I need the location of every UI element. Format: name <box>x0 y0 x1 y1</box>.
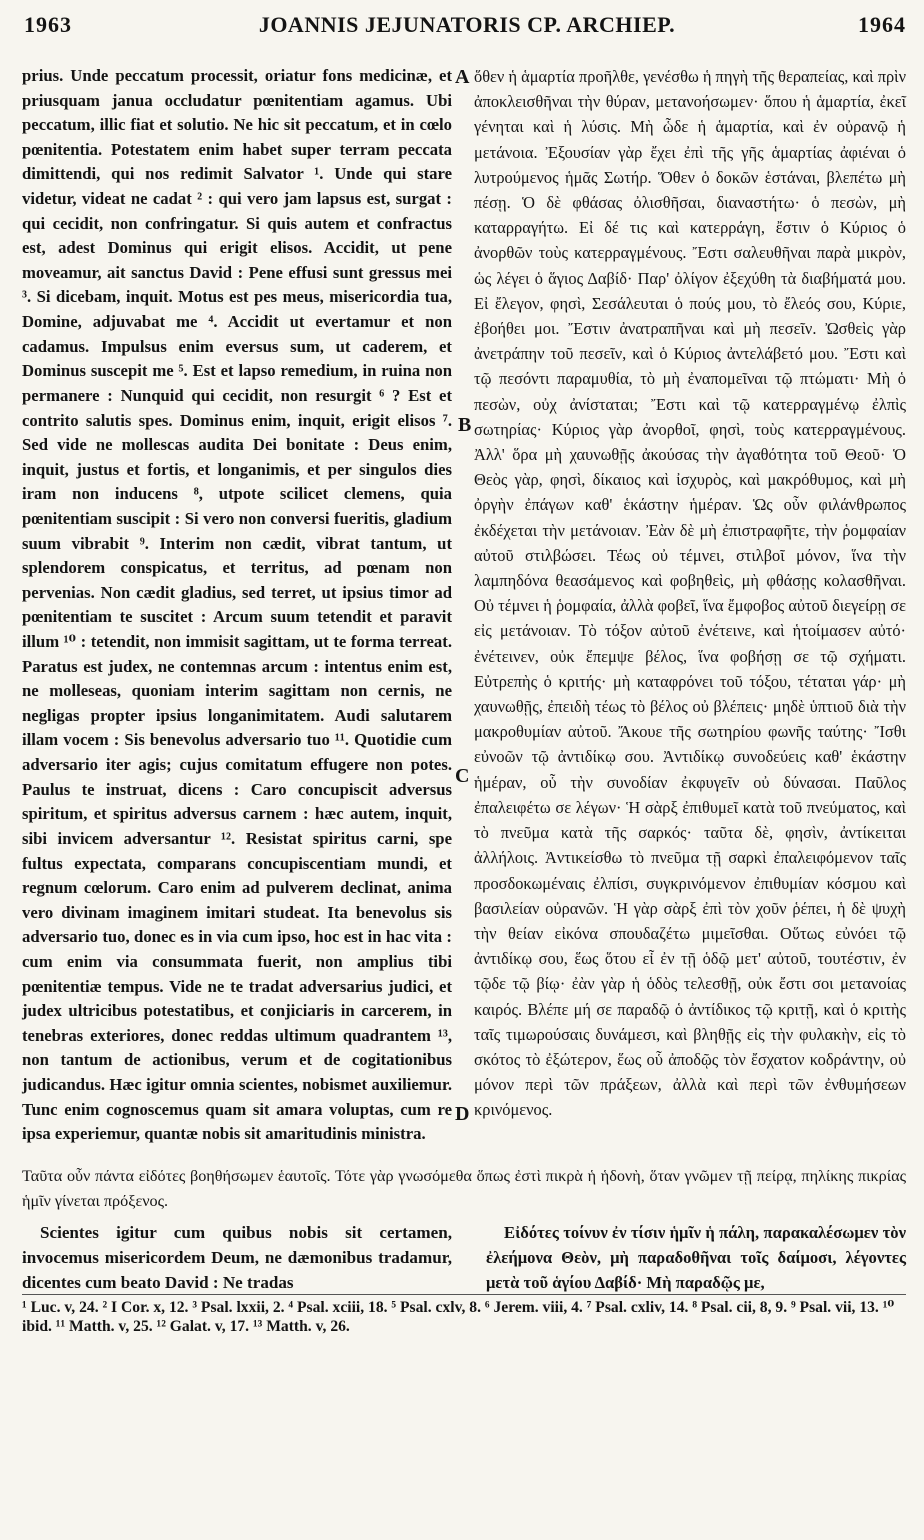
section-marker-a: A <box>455 66 470 88</box>
greek-text: ὅθεν ἡ ἁμαρτία προῆλθε, γενέσθω ἡ πηγὴ τῆς θεραπείας, καὶ πρὶν ἀποκλεισθῆναι τὴν θύραν, μετανοήσωμεν· ὅπου ἡ ἁμαρτία, ἐκεῖ γένηται καὶ ἡ λύσις. Μὴ ὧδε ἡ ἁμαρτία, καὶ ἐν οὐρανῷ ἡ μετάνοια. Ἐξουσίαν γὰρ ἔχει ἐπὶ τῆς γῆς ἁμαρτίας ἀφιέναι ὁ λυτρούμενος ἡμᾶς Σωτήρ. Ὅθεν ὁ δοκῶν ἑστάναι, βλεπέτω μὴ πέσῃ. Ὁ δὲ φθάσας ὀλισθῆσαι, διαναστήτω· ὁ πεσὼν, μὴ καταρραγήτω. Εἰ δέ τις καὶ κατερράγη, ἔστιν ὁ Κύριος ὁ ἀνορθῶν τοὺς κατερραγμένους. Ἔστι σαλευθῆναι παρὰ μικρὸν, ὡς λέγει ὁ ἅγιος Δαβίδ· Παρ' ὀλίγον ἐξεχύθη τὰ διαβήματά μου. Εἰ ἔλεγον, φησὶ, Σεσάλευται ὁ πούς μου, τὸ ἔλεός σου, Κύριε, ἐβοήθει μοι. Ἔστιν ἀνατραπῆναι καὶ μὴ πεσεῖν. Ὠσθεὶς γὰρ ἀνετράπην τοῦ πεσεῖν, καὶ ὁ Κύριος ἀντελάβετό μου. Ἔστι καὶ τῷ πεσόντι παραμυθία, τὸ μὴ ἐναπομεῖναι τῷ πτώματι· Μὴ ὁ πεσὼν, οὐχ ἀνίσταται; Ἔστι καὶ τῷ κατερραγμένῳ ἐλπὶς σωτηρίας· Κύριος γὰρ ἀνορθοῖ, φησὶ, τοὺς κατερραγμένους. Ἀλλ' ὅρα μὴ χαυνωθῇς ἀκούσας τὴν ἀγαθότητα τοῦ Θεοῦ· Ὁ Θεὸς γὰρ, φησὶ, δίκαιος καὶ ἰσχυρὸς, καὶ μακρόθυμος, καὶ μὴ ὀργὴν ἐπάγων καθ' ἑκάστην ἡμέραν. Ὡς οὖν φιλάνθρωπος ἐκδέχεται τὴν μετάνοιαν. Ἐὰν δὲ μὴ ἐπιστραφῆτε, τὴν ῥομφαίαν αὐτοῦ στιλβώσει. Τέως οὐ τέμνει, στιλβοῖ μόνον, ἵνα τὴν λαμπηδόνα θεασάμενος καὶ φοβηθεὶς, μὴ φθάσῃς κολασθῆναι. Οὐ τέμνει ἡ ῥομφαία, ἀλλὰ φοβεῖ, ἵνα ἔμφοβος αὐτοῦ διεγείρῃ σε εἰς μετάνοιαν. Τὸ τόξον αὐτοῦ ἐνέτεινε, καὶ ἡτοίμασεν αὐτό· ἐνέτεινεν, οὐκ ἔπεμψε βέλος, ἵνα φοβήσῃ σε τῷ σχήματι. Εὐτρεπὴς ὁ κριτής· μὴ καταφρόνει τοῦ τόξου, τέταται γάρ· μὴ χαυνωθῇς, ἐπειδὴ τέως τὸ βέλος οὐ βλέπεις· μηδὲ ὑπτιοῦ διὰ τὴν μακροθυμίαν αὐτοῦ. Ἄκουε τῆς σωτηρίου φωνῆς ταύτης· Ἴσθι εὐνοῶν τῷ ἀντιδίκῳ σου. Ἀντιδίκῳ συνοδεύεις καθ' ἑκάστην ἡμέραν, οὗ τὴν συνοδίαν ἐκφυγεῖν οὐ δύνασαι. Παῦλος ἐπαλειφέτω σε λέγων· Ἡ σὰρξ ἐπιθυμεῖ κατὰ τοῦ πνεύματος, καὶ τὸ πνεῦμα κατὰ τῆς σαρκός· ταῦτα δὲ, φησὶν, ἀντίκειται ἀλλήλοις. Ἀντικείσθω τὸ πνεῦμα τῇ σαρκὶ ἐπαλειφόμενον ταῖς προσδοκωμέναις ἐλπίσι, συγκρινόμενον ἐπιθυμίαν κόσμου καὶ βασιλείαν οὐρανῶν. Ἡ γὰρ σὰρξ ἐπὶ τὸν χοῦν ῥέπει, ἡ δὲ ψυχὴ τὴν θείαν εἰκόνα σπουδαζέτω μιμεῖσθαι. Οὕτως εὐνόει τῷ ἀντιδίκῳ σου, ἕως ὅτου εἶ ἐν τῇ ὁδῷ μετ' αὐτοῦ, τουτέστιν, ἐν τῷδε τῷ βίῳ· ἐὰν γὰρ ἡ ὁδὸς τελεσθῇ, οὐκ ἔστι σοι μετανοίας καιρός. Βλέπε μή σε παραδῷ ὁ ἀντίδικος τῷ κριτῇ, καὶ ὁ κριτὴς ταῖς τιμωρούσαις δυνάμεσι, καὶ βληθῇς εἰς τὴν φυλακὴν, εἰς τὸ σκότος τὸ ἐξώτερον, ἕως οὗ ἀποδῷς τὸν ἔσχατον κοδράντην, οὐ μόνον περὶ τῶν πράξεων, ἀλλὰ καὶ περὶ τῶν ἐνθυμήσεων κρινόμενος. <box>474 67 906 1120</box>
left-page-number: 1963 <box>24 12 72 37</box>
latin-column <box>22 64 452 1147</box>
page-header <box>24 10 910 44</box>
right-page-number: 1964 <box>858 12 906 37</box>
section-marker-b: B <box>458 414 472 436</box>
greek-column <box>474 64 906 1123</box>
greek-closing-paragraph: Εἰδότες τοίνυν ἐν τίσιν ἡμῖν ἡ πάλη, παρακαλέσωμεν τὸν ἐλεήμονα Θεὸν, μὴ παραδοθῆναι τοῖς δαίμοσι, λέγοντες μετὰ τοῦ ἁγίου Δαβίδ· Μὴ παραδῷς με, <box>486 1223 906 1293</box>
latin-text: prius. Unde peccatum processit, oriatur fons medicinæ, et priusquam janua occludatur pœnitentiam agamus. Ubi peccatum, illic fiat et solutio. Ne hic sit peccatum, et in cœlo pœnitentia. Potestatem enim habet super terram peccata dimittendi, qui nos redimit Salvator ¹. Unde qui stare videtur, videat ne cadat ² : qui vero jam lapsus est, surgat : qui cecidit, non confringatur. Si quis autem et confractus est, adest Dominus qui erigit elisos. Accidit, ut pene moveamur, ait sanctus David : Pene effusi sunt gressus mei ³. Si dicebam, inquit. Motus est pes meus, misericordia tua, Domine, adjuvabat me ⁴. Accidit ut evertamur et non cadamus. Impulsus enim eversus sum, ut caderem, et Dominus suscepit me ⁵. Est et lapso remedium, in ruina non permanere : Nunquid qui cecidit, non resurgit ⁶ ? Est et contrito salutis spes. Dominus enim, inquit, erigit elisos ⁷. Sed vide ne mollescas audita Dei bonitate : Deus enim, inquit, justus et fortis, et longanimis, et per singulos dies iram non inducens ⁸, utpote scilicet clemens, quia pœnitentiam suscipit : Si vero non conversi fueritis, gladium suum vibrabit ⁹. Interim non cædit, vibrat tantum, ut splendorem conspicatus, et territus, ad pœnam non pervenias. Non cædit gladius, sed terret, ut ipsius timor ad pœnitentiam te suscitet : Arcum suum tetendit et paravit illum ¹⁰ : tetendit, non immisit sagittam, ut te forma terreat. Paratus est judex, ne contemnas arcum : intentus enim est, ne molleseas, quoniam interim sagittam non cernis, ne negligas propter ipsius longanimitatem. Audi salutarem illam vocem : Sis benevolus adversario tuo ¹¹. Quotidie cum adversario iter agis; cujus comitatum effugere non potes. Paulus te instruat, dicens : Caro concupiscit adversus spiritum, et spiritus adversus carnem : hæc autem, inquit, sibi invicem adversantur ¹². Resistat spiritus carni, spe fultus expectata, comparans concupiscentiam mundi, et regnum cœlorum. Caro enim ad pulverem declinat, anima vero divinam imaginem imitari studeat. Ita benevolus sis adversario tuo, donec es in via cum ipso, hoc est in hac vita : cum enim via consummata fuerit, non amplius tibi pœnitentiæ tempus. Vide ne te tradat adversarius judici, et judex ultricibus potestatibus, et conjiciaris in carcerem, in tenebras exteriores, donec reddas ultimum quadrantem ¹³, non tantum de actionibus, verum et de cogitationibus judicandus. Hæc igitur omnia scientes, nobismet auxiliemur. Tunc enim cognoscemus quam sit amara voluptas, cum re ipsa experiemur, quantæ nobis sit amaritudinis ministra. <box>22 66 452 1144</box>
footnote-divider <box>22 1294 906 1295</box>
running-title: JOANNIS JEJUNATORIS CP. ARCHIEP. <box>258 12 676 37</box>
section-marker-d: D <box>455 1103 470 1125</box>
greek-bridge-paragraph: Ταῦτα οὖν πάντα εἰδότες βοηθήσωμεν ἑαυτοῖς. Τότε γὰρ γνωσόμεθα ὅπως ἐστὶ πικρὰ ἡ ἡδονὴ, ὅταν γνῶμεν τῇ πείρᾳ, πηλίκης πικρίας ἡμῖν γίνεται πρόξενος. <box>22 1167 906 1210</box>
latin-closing-paragraph: Scientes igitur cum quibus nobis sit certamen, invocemus misericordem Deum, ne dæmonibus tradamur, dicentes cum beato David : Ne tradas <box>22 1223 452 1293</box>
section-marker-c: C <box>455 765 470 787</box>
footnotes: ¹ Luc. v, 24. ² I Cor. x, 12. ³ Psal. lxxii, 2. ⁴ Psal. xciii, 18. ⁵ Psal. cxlv, 8. ⁶ Jerem. viii, 4. ⁷ Psal. cxliv, 14. ⁸ Psal. cii, 8, 9. ⁹ Psal. vii, 13. ¹⁰ ibid. ¹¹ Matth. v, 25. ¹² Galat. v, 17. ¹³ Matth. v, 26. <box>22 1299 895 1335</box>
